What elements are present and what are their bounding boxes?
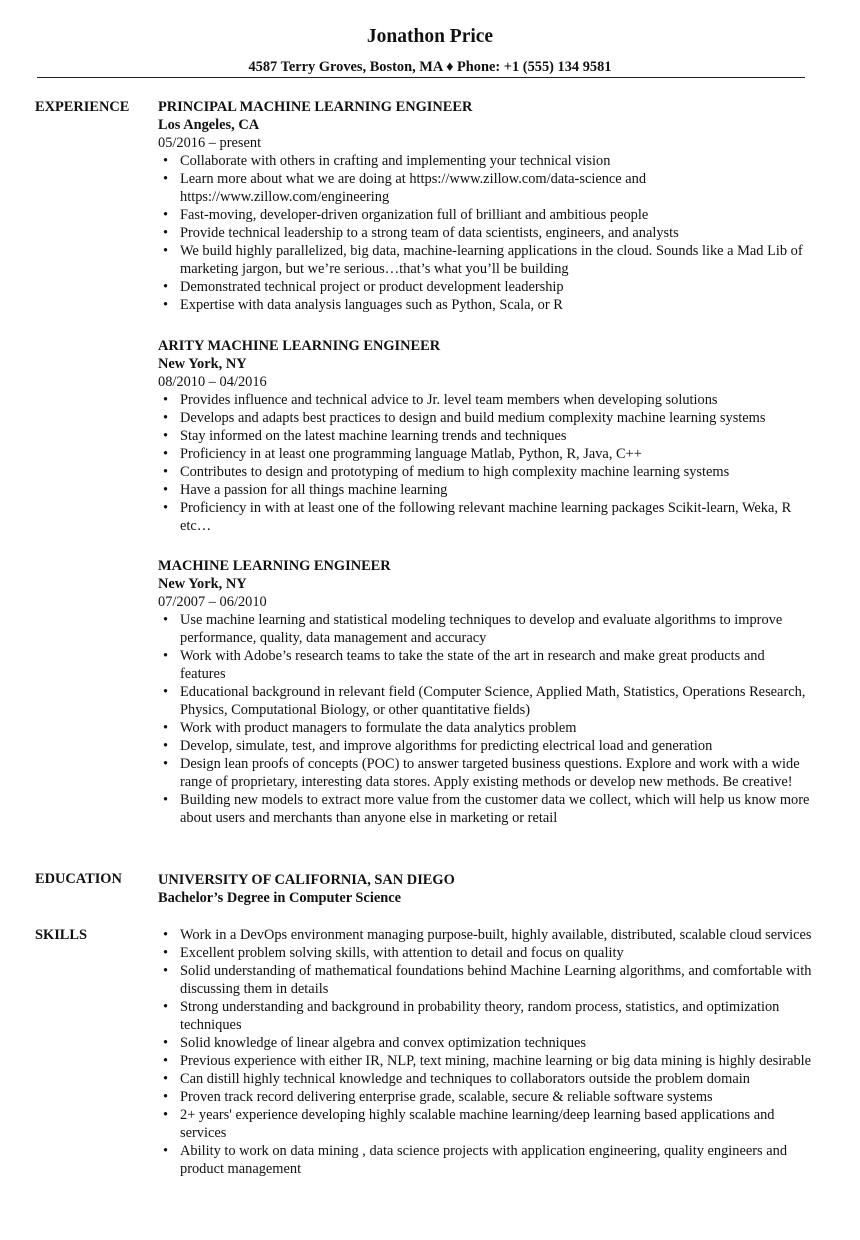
bullet-icon: • <box>163 945 169 961</box>
list-item-text: Develop, simulate, test, and improve algorithms for predicting electrical load and generation <box>180 738 713 754</box>
list-item-text: Contributes to design and prototyping of medium to high complexity machine learning systems <box>180 464 730 480</box>
bullet-icon: • <box>163 612 169 628</box>
list-item-text: Collaborate with others in crafting and implementing your technical vision <box>180 153 611 169</box>
bullet-icon: • <box>163 1035 169 1051</box>
bullet-icon: • <box>163 720 169 736</box>
list-item-text: Design lean proofs of concepts (POC) to answer targeted business questions. Explore and work with a wide range of proprietary, interesting data stores. Apply existing methods or develop new methods. Be creative! <box>180 756 800 790</box>
bullet-icon: • <box>163 428 169 444</box>
bullet-icon: • <box>163 171 169 187</box>
job-duties-list <box>158 391 818 535</box>
bullet-icon: • <box>163 392 169 408</box>
list-item <box>158 647 818 683</box>
list-item <box>158 499 818 535</box>
list-item <box>158 409 818 427</box>
list-item-text: Educational background in relevant field (Computer Science, Applied Math, Statistics, Operations Research, Physics, Computational Biology, or other quantitative fields) <box>180 684 806 718</box>
education-entry <box>158 871 818 907</box>
bullet-icon: • <box>163 279 169 295</box>
bullet-icon: • <box>163 446 169 462</box>
job-duties-list <box>158 611 818 827</box>
education-heading: EDUCATION <box>35 871 122 887</box>
list-item-text: Solid knowledge of linear algebra and convex optimization techniques <box>180 1035 587 1051</box>
bullet-icon: • <box>163 1107 169 1123</box>
skills-heading: SKILLS <box>35 927 87 943</box>
list-item <box>158 1142 818 1178</box>
bullet-icon: • <box>163 500 169 516</box>
bullet-icon: • <box>163 648 169 664</box>
bullet-icon: • <box>163 1053 169 1069</box>
list-item <box>158 278 818 296</box>
bullet-icon: • <box>163 999 169 1015</box>
bullet-icon: • <box>163 243 169 259</box>
job-location: New York, NY <box>158 576 247 592</box>
list-item-text: Expertise with data analysis languages such as Python, Scala, or R <box>180 297 563 313</box>
list-item <box>158 170 818 206</box>
bullet-icon: • <box>163 410 169 426</box>
list-item <box>158 683 818 719</box>
list-item-text: 2+ years' experience developing highly scalable machine learning/deep learning based applications and services <box>180 1107 775 1141</box>
contact-line: 4587 Terry Groves, Boston, MA ♦ Phone: +1 (555) 134 9581 <box>248 59 612 75</box>
job-entry <box>158 98 818 314</box>
list-item <box>158 463 818 481</box>
job-location: Los Angeles, CA <box>158 117 260 133</box>
list-item <box>158 427 818 445</box>
list-item <box>158 791 818 827</box>
job-dates: 05/2016 – present <box>158 135 262 151</box>
list-item <box>158 1034 818 1052</box>
list-item <box>158 1106 818 1142</box>
list-item-text: Ability to work on data mining , data science projects with application engineering, quality engineers and product management <box>180 1143 788 1177</box>
bullet-icon: • <box>163 153 169 169</box>
list-item-text: We build highly parallelized, big data, machine-learning applications in the cloud. Sounds like a Mad Lib of marketing jargon, but we’re serious…that’s what you’ll be building <box>180 243 803 277</box>
bullet-icon: • <box>163 1143 169 1159</box>
education-degree: Bachelor’s Degree in Computer Science <box>158 890 401 906</box>
job-location: New York, NY <box>158 356 247 372</box>
list-item-text: Learn more about what we are doing at https://www.zillow.com/data-science and https://www.zillow.com/engineering <box>180 171 647 205</box>
list-item-text: Solid understanding of mathematical foundations behind Machine Learning algorithms, and comfortable with discussing them in details <box>180 963 812 997</box>
list-item-text: Excellent problem solving skills, with attention to detail and focus on quality <box>180 945 624 961</box>
list-item <box>158 242 818 278</box>
bullet-icon: • <box>163 684 169 700</box>
skills-entry <box>158 926 818 1178</box>
list-item <box>158 296 818 314</box>
list-item <box>158 1070 818 1088</box>
list-item <box>158 755 818 791</box>
bullet-icon: • <box>163 792 169 808</box>
job-dates: 07/2007 – 06/2010 <box>158 594 267 610</box>
list-item-text: Proficiency in at least one programming language Matlab, Python, R, Java, C++ <box>180 446 642 462</box>
list-item-text: Develops and adapts best practices to design and build medium complexity machine learning systems <box>180 410 766 426</box>
candidate-name: Jonathon Price <box>366 26 494 47</box>
list-item-text: Fast-moving, developer-driven organization full of brilliant and ambitious people <box>180 207 649 223</box>
list-item <box>158 737 818 755</box>
skills-list <box>158 926 818 1178</box>
bullet-icon: • <box>163 963 169 979</box>
list-item-text: Work with Adobe’s research teams to take the state of the art in research and make great products and features <box>180 648 765 682</box>
header-divider <box>37 77 805 78</box>
job-title: MACHINE LEARNING ENGINEER <box>158 558 391 574</box>
bullet-icon: • <box>163 225 169 241</box>
list-item-text: Proven track record delivering enterprise grade, scalable, secure & reliable software systems <box>180 1089 713 1105</box>
list-item-text: Strong understanding and background in probability theory, random process, statistics, and optimization techniques <box>180 999 780 1033</box>
list-item-text: Work with product managers to formulate the data analytics problem <box>180 720 577 736</box>
list-item-text: Can distill highly technical knowledge and techniques to collaborators outside the problem domain <box>180 1071 750 1087</box>
bullet-icon: • <box>163 1071 169 1087</box>
list-item-text: Have a passion for all things machine learning <box>180 482 448 498</box>
job-entry <box>158 557 818 827</box>
list-item <box>158 944 818 962</box>
list-item-text: Proficiency in with at least one of the following relevant machine learning packages Scikit-learn, Weka, R etc… <box>180 500 792 534</box>
list-item-text: Demonstrated technical project or product development leadership <box>180 279 564 295</box>
list-item-text: Provides influence and technical advice to Jr. level team members when developing solutions <box>180 392 718 408</box>
list-item <box>158 224 818 242</box>
bullet-icon: • <box>163 297 169 313</box>
job-title: PRINCIPAL MACHINE LEARNING ENGINEER <box>158 99 473 115</box>
list-item <box>158 1052 818 1070</box>
education-school: UNIVERSITY OF CALIFORNIA, SAN DIEGO <box>158 872 455 888</box>
list-item-text: Stay informed on the latest machine learning trends and techniques <box>180 428 567 444</box>
list-item <box>158 719 818 737</box>
bullet-icon: • <box>163 482 169 498</box>
list-item <box>158 1088 818 1106</box>
bullet-icon: • <box>163 207 169 223</box>
list-item <box>158 391 818 409</box>
bullet-icon: • <box>163 1089 169 1105</box>
job-title: ARITY MACHINE LEARNING ENGINEER <box>158 338 441 354</box>
list-item <box>158 962 818 998</box>
list-item-text: Use machine learning and statistical modeling techniques to develop and evaluate algorithms to improve performance, quality, data management and accuracy <box>180 612 783 646</box>
list-item <box>158 445 818 463</box>
list-item <box>158 998 818 1034</box>
bullet-icon: • <box>163 927 169 943</box>
bullet-icon: • <box>163 738 169 754</box>
list-item-text: Work in a DevOps environment managing purpose-built, highly available, distributed, scalable cloud services <box>180 927 812 943</box>
list-item <box>158 926 818 944</box>
bullet-icon: • <box>163 756 169 772</box>
list-item-text: Previous experience with either IR, NLP, text mining, machine learning or big data mining is highly desirable <box>180 1053 812 1069</box>
list-item-text: Provide technical leadership to a strong team of data scientists, engineers, and analysts <box>180 225 679 241</box>
job-duties-list <box>158 152 818 314</box>
list-item-text: Building new models to extract more value from the customer data we collect, which will help us know more about users and merchants than anyone else in marketing or retail <box>180 792 810 826</box>
list-item <box>158 611 818 647</box>
bullet-icon: • <box>163 464 169 480</box>
job-dates: 08/2010 – 04/2016 <box>158 374 267 390</box>
list-item <box>158 206 818 224</box>
job-entry <box>158 337 818 535</box>
list-item <box>158 152 818 170</box>
experience-heading: EXPERIENCE <box>35 99 130 115</box>
list-item <box>158 481 818 499</box>
